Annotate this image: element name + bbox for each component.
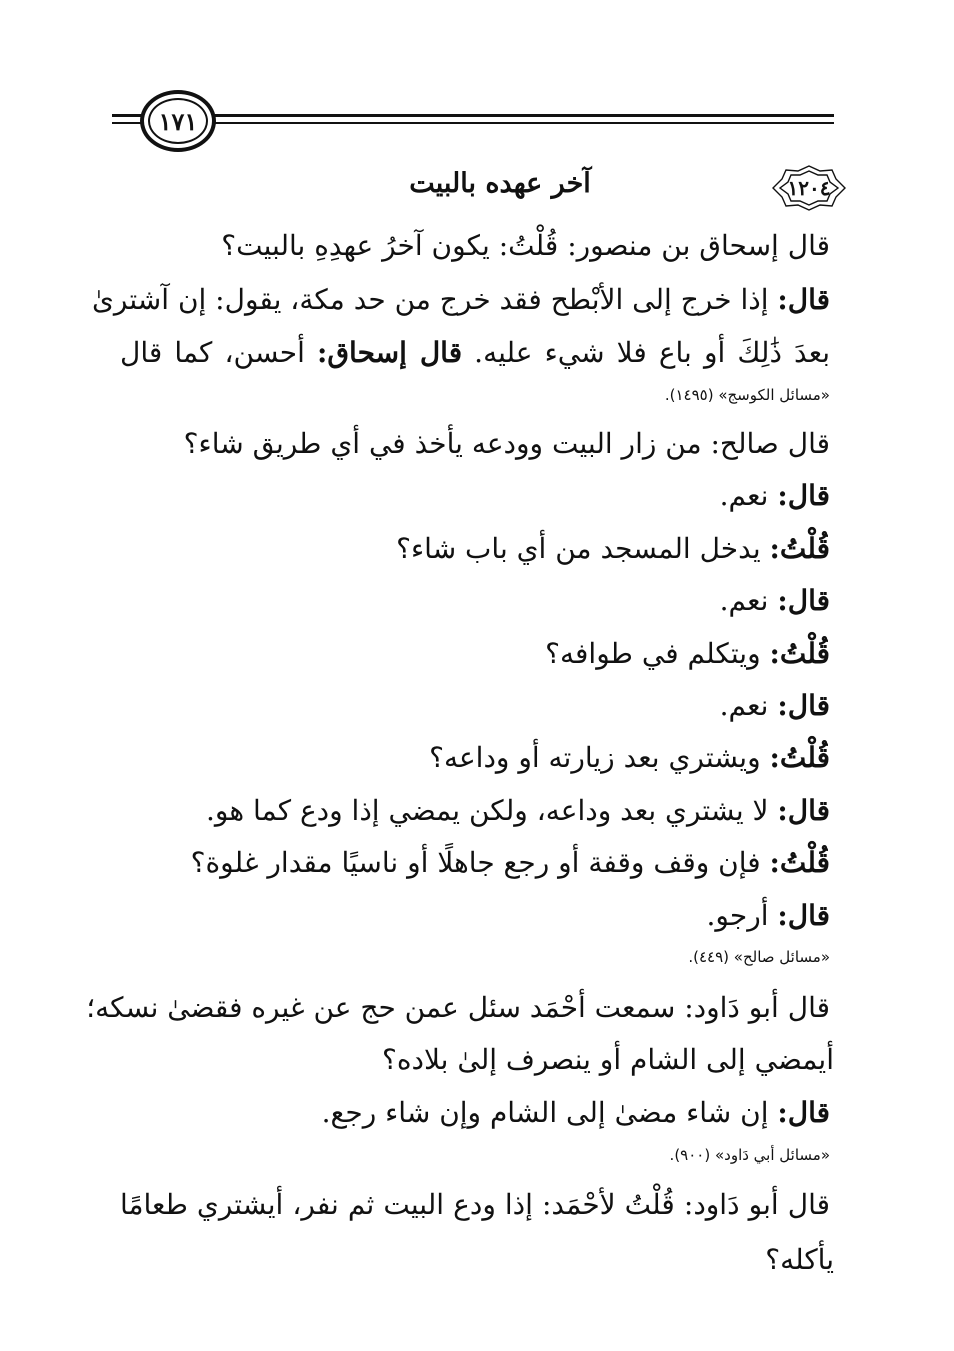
speaker-label: قُلْتُ: <box>769 637 830 670</box>
q1-line2-text: إذا خرج إلى الأبْطح فقد خرج من حد مكة، يقول: إن آشترىٰ <box>91 283 778 316</box>
page-number-badge <box>140 90 216 152</box>
text-line <box>120 1185 830 1225</box>
answer-text: نعم. <box>719 479 778 512</box>
text-line <box>120 424 830 464</box>
citation: «مسائل الكوسج» (١٤٩٥). <box>664 386 830 404</box>
speaker-label: قال: <box>777 689 830 722</box>
issue-number-ornament <box>770 164 848 212</box>
question-text: يدخل المسجد من أي باب شاء؟ <box>396 532 770 565</box>
issue-number: ١٢٠٤ <box>787 176 831 200</box>
text-line <box>120 476 830 516</box>
question-text: ويتكلم في طوافه؟ <box>545 637 770 670</box>
text-line <box>120 1240 834 1280</box>
question-text: فإن وقف وقفة أو رجع جاهلًا أو ناسيًا مقدار غلوة؟ <box>190 846 770 879</box>
q1-line3-text2: أحسن، كما قال <box>120 336 317 369</box>
text-line <box>120 686 830 726</box>
question-text: ويشتري بعد زيارته أو وداعه؟ <box>429 741 770 774</box>
speaker-label: قال إسحاق: <box>316 336 463 369</box>
text-line <box>91 280 830 320</box>
header-rule-top <box>112 114 834 117</box>
speaker-label: قال: <box>777 1096 830 1129</box>
speaker-label: قُلْتُ: <box>769 846 830 879</box>
speaker-label: قال: <box>777 794 830 827</box>
speaker-label: قال: <box>777 283 830 316</box>
text-line <box>86 988 830 1028</box>
speaker-label: قال: <box>777 584 830 617</box>
q1-line1: قال إسحاق بن منصور: قُلْتُ: يكون آخرُ عهدِهِ بالبيت؟ <box>221 229 830 262</box>
text-line <box>120 529 830 569</box>
q3-line1: قال أبو دَاود: سمعت أحْمَد سئل عمن حج عن غيره فقضىٰ نسكه؛ <box>86 991 830 1024</box>
answer-text: نعم. <box>719 584 778 617</box>
answer-text: لا يشتري بعد وداعه، ولكن يمضي إذا ودع كما هو. <box>205 794 778 827</box>
speaker-label: قُلْتُ: <box>769 741 830 774</box>
answer-text: نعم. <box>719 689 778 722</box>
citation: «مسائل أبي دَاود» (٩٠٠). <box>669 1146 830 1164</box>
text-line <box>120 1040 834 1080</box>
header-rule-bottom <box>112 122 834 124</box>
text-line <box>120 738 830 778</box>
text-line <box>120 843 830 883</box>
q4-line2: يأكله؟ <box>765 1243 834 1276</box>
text-line <box>120 333 830 373</box>
citation: «مسائل صالح» (٤٤٩). <box>688 948 830 966</box>
speaker-label: قال: <box>777 899 830 932</box>
q2-line1: قال صالح: من زار البيت وودعه يأخذ في أي طريق شاء؟ <box>183 427 830 460</box>
text-line <box>120 634 830 674</box>
answer-text: أرجو. <box>706 899 778 932</box>
text-line <box>120 226 830 266</box>
speaker-label: قال: <box>777 479 830 512</box>
text-line <box>120 1093 830 1133</box>
q3-line2: أيمضي إلى الشام أو ينصرف إلىٰ بلاده؟ <box>381 1043 834 1076</box>
q1-line3-text1: بعدَ ذَٰلِكَ أو باع فلا شيء عليه. <box>462 336 831 369</box>
chapter-title: آخر عهده بالبيت <box>409 168 591 199</box>
q4-line1: قال أبو دَاود: قُلْتُ لأحْمَد: إذا ودع البيت ثم نفر، أيشتري طعامًا <box>120 1188 830 1221</box>
text-line <box>120 581 830 621</box>
speaker-label: قُلْتُ: <box>769 532 830 565</box>
page-number: ١٧١ <box>158 106 198 136</box>
answer-text: إن شاء مضىٰ إلى الشام وإن شاء رجع. <box>321 1096 778 1129</box>
text-line <box>120 896 830 936</box>
text-line <box>120 791 830 831</box>
